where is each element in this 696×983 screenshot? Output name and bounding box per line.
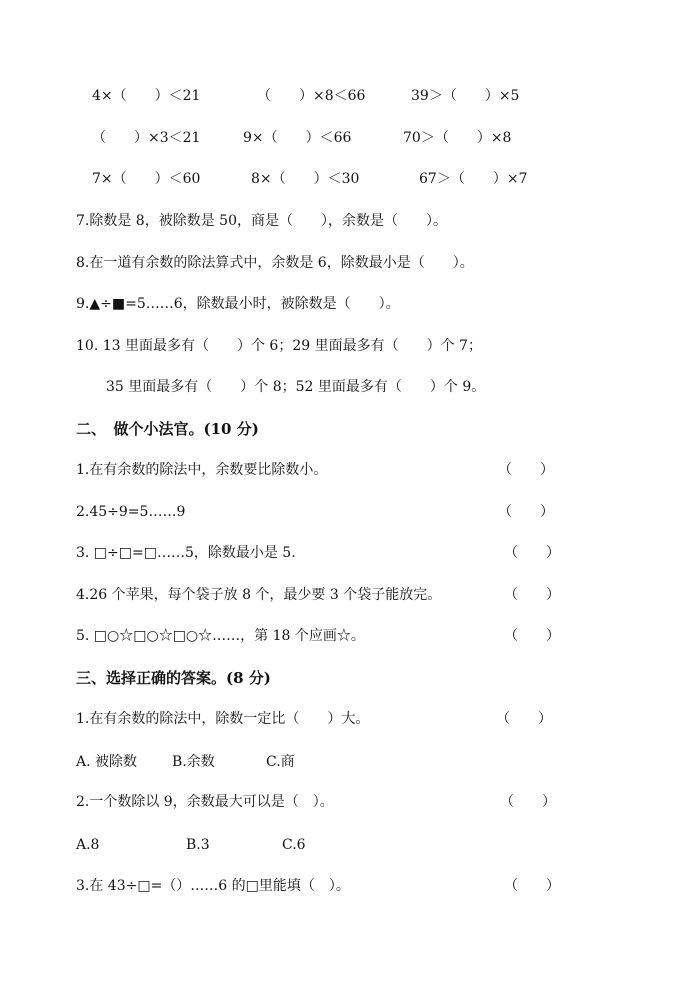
choice-question-2 — [0, 790, 696, 814]
option-c[interactable]: C.6 — [282, 837, 306, 853]
question-text: 3. □÷□=□……5，除数最小是 5. — [76, 545, 296, 561]
question-text: 9.▲÷■=5……6，除数最小时，被除数是（ ）。 — [76, 296, 400, 312]
compare-cell: 67＞（ ）×7 — [419, 171, 528, 187]
compare-row-3 — [0, 167, 696, 191]
option-b[interactable]: B.3 — [186, 837, 210, 853]
answer-blank[interactable]: （ ） — [498, 504, 554, 520]
compare-cell: 70＞（ ）×8 — [403, 130, 512, 146]
question-text: 1.在有余数的除法中，除数一定比（ ）大。 — [76, 711, 370, 727]
choice-options-1 — [0, 750, 696, 774]
fill-item-7 — [0, 209, 696, 233]
answer-blank[interactable]: （ ） — [504, 878, 560, 894]
compare-cell: （ ）×8＜66 — [257, 88, 366, 104]
answer-blank[interactable]: （ ） — [504, 587, 560, 603]
question-text: 8.在一道有余数的除法算式中，余数是 6，除数最小是（ ）。 — [76, 255, 474, 271]
judge-item-4 — [0, 583, 696, 607]
fill-item-9 — [0, 292, 696, 316]
fill-item-10 — [0, 334, 696, 358]
question-text: 2.一个数除以 9，余数最大可以是（ ）。 — [76, 794, 334, 810]
fill-item-8 — [0, 251, 696, 275]
choice-question-1 — [0, 707, 696, 731]
judge-item-2 — [0, 500, 696, 524]
question-text: 3.在 43÷□=（）……6 的□里能填（ ）。 — [76, 878, 350, 894]
question-text: 7.除数是 8，被除数是 50，商是（ ），余数是（ ）。 — [76, 213, 447, 229]
question-text: 5. □○☆□○☆□○☆……，第 18 个应画☆。 — [76, 628, 365, 644]
question-text: 10. 13 里面最多有（ ）个 6；29 里面最多有（ ）个 7； — [76, 338, 482, 354]
judge-item-5 — [0, 624, 696, 648]
answer-blank[interactable]: （ ） — [500, 794, 556, 810]
option-a[interactable]: A.8 — [76, 837, 100, 853]
answer-blank[interactable]: （ ） — [504, 545, 560, 561]
fill-item-10-continued — [0, 375, 696, 399]
compare-cell: 9×（ ）＜66 — [243, 130, 352, 146]
question-text: 2.45÷9=5……9 — [76, 504, 186, 520]
compare-cell: 39＞（ ）×5 — [411, 88, 520, 104]
section-heading: 二、 做个小法官。(10 分) — [76, 420, 259, 438]
compare-cell: 7×（ ）＜60 — [92, 171, 201, 187]
answer-blank[interactable]: （ ） — [496, 711, 552, 727]
compare-row-1 — [0, 84, 696, 108]
choice-question-3 — [0, 874, 696, 898]
judge-item-1 — [0, 458, 696, 482]
section-2-title — [0, 417, 696, 441]
compare-cell: （ ）×3＜21 — [92, 130, 201, 146]
section-heading: 三、选择正确的答案。(8 分) — [76, 669, 271, 687]
choice-options-2 — [0, 833, 696, 857]
question-text: 1.在有余数的除法中，余数要比除数小。 — [76, 462, 328, 478]
compare-row-2 — [0, 126, 696, 150]
compare-cell: 8×（ ）＜30 — [251, 171, 360, 187]
judge-item-3 — [0, 541, 696, 565]
answer-blank[interactable]: （ ） — [498, 462, 554, 478]
question-text: 4.26 个苹果，每个袋子放 8 个，最少要 3 个袋子能放完。 — [76, 587, 442, 603]
question-text: 35 里面最多有（ ）个 8；52 里面最多有（ ）个 9。 — [106, 379, 486, 395]
option-a[interactable]: A. 被除数 — [76, 754, 138, 770]
option-c[interactable]: C.商 — [266, 754, 295, 770]
section-3-title — [0, 666, 696, 690]
compare-cell: 4×（ ）＜21 — [92, 88, 201, 104]
answer-blank[interactable]: （ ） — [504, 628, 560, 644]
option-b[interactable]: B.余数 — [172, 754, 215, 770]
